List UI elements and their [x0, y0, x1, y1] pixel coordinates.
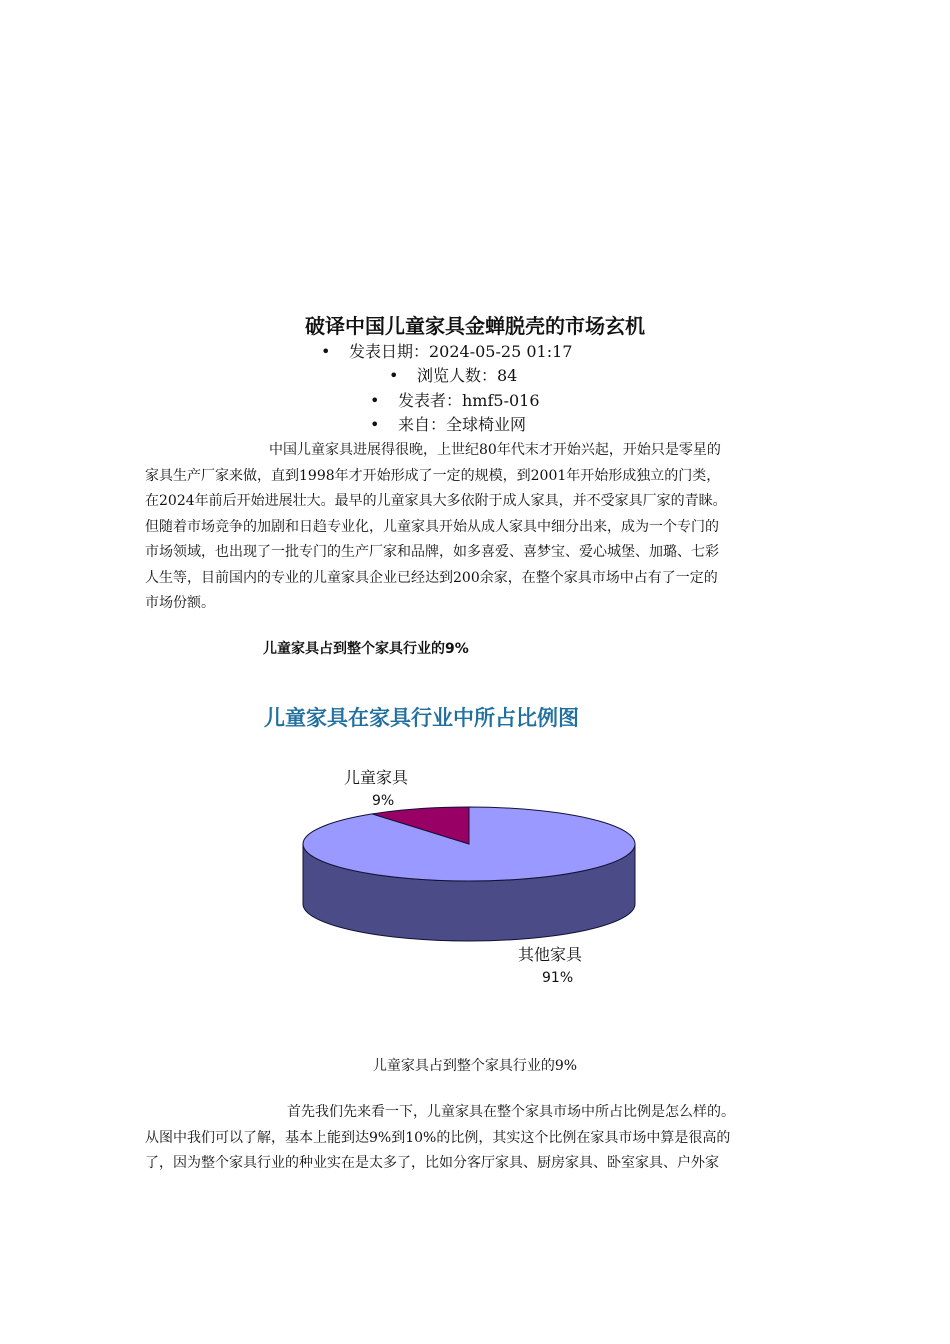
- paragraph-line: 了，因为整个家具行业的种业实在是太多了，比如分客厅家具、厨房家具、卧室家具、户外家: [145, 1155, 719, 1171]
- chart-title: 儿童家具在家具行业中所占比例图: [264, 706, 579, 730]
- article-title: 破译中国儿童家具金蝉脱壳的市场玄机: [305, 314, 645, 338]
- paragraph-line: 市场份额。: [145, 595, 215, 611]
- paragraph-analysis: [145, 1100, 797, 1177]
- pie-chart: [256, 690, 696, 1010]
- paragraph-line: 在2024年前后开始进展壮大。最早的儿童家具大多依附于成人家具，并不受家具厂家的青睐。: [145, 493, 727, 509]
- chart-subheading: 儿童家具占到整个家具行业的9%: [263, 641, 469, 657]
- paragraph-line: 首先我们先来看一下，儿童家具在整个家具市场中所占比例是怎么样的。: [287, 1104, 735, 1120]
- paragraph-line: 中国儿童家具进展得很晚，上世纪80年代末才开始兴起，开始只是零星的: [269, 442, 721, 458]
- meta-item-views: [389, 364, 517, 388]
- paragraph-line: 从图中我们可以了解，基本上能到达9%到10%的比例，其实这个比例在家具市场中算是很高的: [145, 1129, 731, 1146]
- bullet-icon: •: [321, 342, 331, 361]
- paragraph-line: 市场领域，也出现了一批专门的生产厂家和品牌，如多喜爱、喜梦宝、爱心城堡、加璐、七彩: [145, 544, 719, 560]
- meta-item-author: [370, 389, 540, 413]
- meta-text: 发表者：hmf5-016: [398, 391, 540, 410]
- chart-caption: 儿童家具占到整个家具行业的9%: [372, 1058, 578, 1074]
- paragraph-line: 但随着市场竞争的加剧和日趋专业化，儿童家具开始从成人家具中细分出来，成为一个专门的: [145, 518, 719, 535]
- paragraph-line: 人生等，目前国内的专业的儿童家具企业已经达到200余家，在整个家具市场中占有了一定的: [145, 569, 718, 586]
- meta-text: 浏览人数：84: [417, 366, 518, 385]
- paragraph-intro: [145, 438, 797, 617]
- meta-item-date: [321, 340, 572, 364]
- slice-label-children: 儿童家具: [344, 768, 409, 787]
- bullet-icon: •: [370, 415, 380, 434]
- slice-value-others: 91%: [542, 970, 574, 986]
- paragraph-line: 家具生产厂家来做，直到1998年才开始形成了一定的规模，到2001年开始形成独立的门类，: [145, 467, 721, 484]
- slice-label-others: 其他家具: [518, 945, 583, 964]
- meta-item-source: [370, 413, 526, 437]
- meta-text: 发表日期：2024-05-25 01:17: [349, 342, 573, 361]
- bullet-icon: •: [370, 391, 380, 410]
- pie-group: [303, 807, 635, 941]
- bullet-icon: •: [389, 366, 399, 385]
- meta-text: 来自：全球椅业网: [398, 415, 527, 434]
- slice-value-children: 9%: [372, 793, 395, 809]
- pie-chart-svg: [256, 690, 696, 1010]
